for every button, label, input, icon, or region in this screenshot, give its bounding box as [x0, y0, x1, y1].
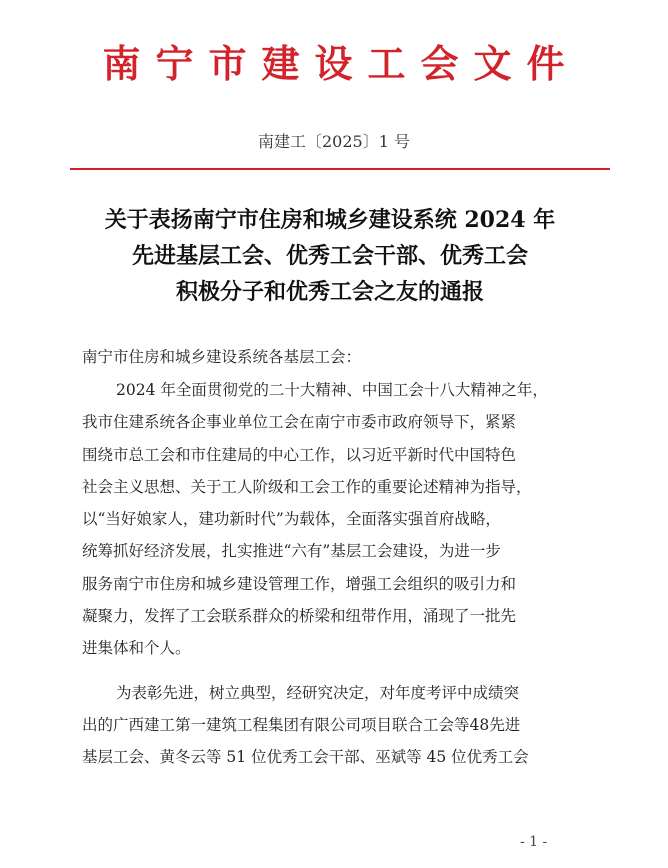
- body-line: 进集体和个人。: [82, 639, 191, 658]
- salutation: 南宁市住房和城乡建设系统各基层工会：: [82, 348, 362, 366]
- paragraph-gap: [82, 665, 602, 677]
- notice-title-line: 积极分子和优秀工会之友的通报: [175, 279, 484, 305]
- body-line: 基层工会、黄冬云等 51 位优秀工会干部、巫斌等 45 位优秀工会: [82, 748, 529, 767]
- body-line: 统筹抓好经济发展，扎实推进“六有”基层工会建设，为进一步: [82, 542, 501, 561]
- notice-title-line: 关于表扬南宁市住房和城乡建设系统 2024 年: [104, 207, 556, 233]
- body-line: 凝聚力，发挥了工会联系群众的桥梁和纽带作用，涌现了一批先: [82, 607, 517, 626]
- body-line: 2024 年全面贯彻党的二十大精神、中国工会十八大精神之年，: [116, 381, 548, 399]
- body-text: [82, 374, 602, 774]
- body-line: 服务南宁市住房和城乡建设管理工作，增强工会组织的吸引力和: [82, 574, 517, 593]
- body-line: 为表彰先进，树立典型，经研究决定，对年度考评中成绩突: [116, 683, 520, 702]
- page-number: - 1 -: [520, 834, 548, 850]
- red-divider-rule: [70, 168, 610, 170]
- body-line: 出的广西建工第一建筑工程集团有限公司项目联合工会等48先进: [82, 715, 521, 734]
- body-line: 围绕市总工会和市住建局的中心工作，以习近平新时代中国特色: [82, 445, 517, 464]
- document-number: 南建工〔2025〕1 号: [258, 132, 410, 151]
- notice-title: [90, 202, 570, 310]
- notice-title-line: 先进基层工会、优秀工会干部、优秀工会: [131, 243, 528, 269]
- body-line: 我市住建系统各企事业单位工会在南宁市委市政府领导下，紧紧: [82, 413, 517, 432]
- body-line: 以“当好娘家人，建功新时代”为载体，全面落实强首府战略，: [82, 510, 501, 529]
- masthead-title: 南宁市建设工会文件: [102, 41, 580, 86]
- body-line: 社会主义思想、关于工人阶级和工会工作的重要论述精神为指导，: [82, 477, 532, 496]
